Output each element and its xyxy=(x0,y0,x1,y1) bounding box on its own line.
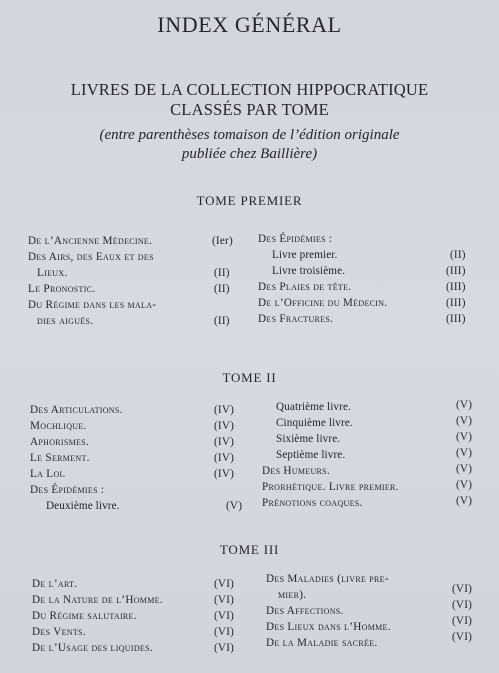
entry-text: Des Épidémies : xyxy=(30,484,105,496)
entry-volume: (IV) xyxy=(214,420,235,432)
entry-volume: (Ier) xyxy=(212,235,233,247)
entry-text: Des Humeurs. xyxy=(262,465,331,477)
entry-text: dies aiguës. xyxy=(37,315,94,327)
entry-text: De l’art. xyxy=(32,578,78,590)
entry-volume: (VI) xyxy=(214,610,235,622)
entry-volume: (V) xyxy=(456,495,473,507)
entry-volume: (II) xyxy=(214,283,230,295)
entry-volume: (V) xyxy=(456,415,473,427)
entry-volume: (II) xyxy=(214,267,230,279)
entry-volume: (II) xyxy=(450,249,466,261)
entry-volume: (IV) xyxy=(214,452,235,464)
entry-volume: (IV) xyxy=(214,404,235,416)
entry-text: De l’Officine du Médecin. xyxy=(258,297,388,309)
entry-text: Aphorismes. xyxy=(30,436,90,448)
entry-volume: (IV) xyxy=(214,468,235,480)
entry-text: Prorhétique. Livre premier. xyxy=(262,481,399,493)
entry-volume: (VI) xyxy=(452,631,473,643)
section-heading-line-1: LIVRES DE LA COLLECTION HIPPOCRATIQUE xyxy=(70,80,429,99)
entry-text: Le Pronostic. xyxy=(28,283,96,295)
entry-text: De la Maladie sacrée. xyxy=(266,637,378,649)
entry-volume: (VI) xyxy=(452,583,473,595)
entry-volume: (V) xyxy=(456,463,473,475)
entry-volume: (III) xyxy=(446,281,466,293)
entry-volume: (IV) xyxy=(214,436,235,448)
entry-volume: (III) xyxy=(446,313,466,325)
entry-text: Le Serment. xyxy=(30,452,90,464)
entry-text: Du Régime dans les mala- xyxy=(28,299,157,311)
entry-text: Des Lieux dans l’Homme. xyxy=(266,621,391,633)
entry-text: De l’Usage des liquides. xyxy=(32,642,153,654)
entry-text: mier). xyxy=(278,589,307,601)
entry-text: Des Articulations. xyxy=(30,404,123,416)
entry-text: Des Affections. xyxy=(266,605,344,617)
entry-text: Deuxième livre. xyxy=(46,500,120,512)
entry-volume: (V) xyxy=(456,431,473,443)
tome-2-heading: TOME II xyxy=(222,370,277,385)
subtitle-line-2: publiée chez Baillière) xyxy=(181,146,318,162)
entry-text: Lieux. xyxy=(37,267,68,279)
section-heading-line-2: CLASSÉS PAR TOME xyxy=(170,100,329,119)
entry-volume: (VI) xyxy=(214,578,235,590)
entry-text: De la Nature de l’Homme. xyxy=(32,594,163,606)
entry-text: Des Fractures. xyxy=(258,313,334,325)
entry-volume: (VI) xyxy=(214,642,235,654)
entry-text: Des Plaies de tête. xyxy=(258,281,352,293)
entry-text: Septième livre. xyxy=(276,449,346,461)
entry-volume: (II) xyxy=(214,315,230,327)
entry-text: Cinquième livre. xyxy=(276,417,353,429)
entry-text: Sixième livre. xyxy=(276,433,341,445)
entry-text: Mochlique. xyxy=(30,420,87,432)
entry-volume: (VI) xyxy=(214,626,235,638)
page-title: INDEX GÉNÉRAL xyxy=(157,12,342,37)
tome-1-heading: TOME PREMIER xyxy=(196,193,303,208)
entry-volume: (V) xyxy=(456,447,473,459)
entry-text: Des Vents. xyxy=(32,626,86,638)
entry-volume: (V) xyxy=(456,479,473,491)
entry-volume: (V) xyxy=(456,399,473,411)
entry-text: Quatrième livre. xyxy=(276,401,351,413)
entry-text: De l’Ancienne Médecine. xyxy=(28,235,153,247)
entry-volume: (VI) xyxy=(214,594,235,606)
entry-text: Livre troisième. xyxy=(272,265,346,277)
entry-volume: (V) xyxy=(226,500,243,512)
entry-text: La Loi. xyxy=(30,468,66,480)
entry-volume: (VI) xyxy=(452,615,473,627)
entry-volume: (VI) xyxy=(452,599,473,611)
subtitle-line-1: (entre parenthèses tomaison de l’édition originale xyxy=(99,127,400,143)
entry-text: Des Épidémies : xyxy=(258,233,333,245)
entry-volume: (III) xyxy=(446,297,466,309)
entry-text: Livre premier. xyxy=(272,249,338,261)
entry-text: Des Airs, des Eaux et des xyxy=(28,251,154,263)
tome-3-heading: TOME III xyxy=(219,542,280,557)
entry-text: Du Régime salutaire. xyxy=(32,610,137,622)
entry-text: Prénotions coaques. xyxy=(262,497,363,509)
entry-volume: (III) xyxy=(446,265,466,277)
entry-text: Des Maladies (livre pre- xyxy=(266,573,389,585)
